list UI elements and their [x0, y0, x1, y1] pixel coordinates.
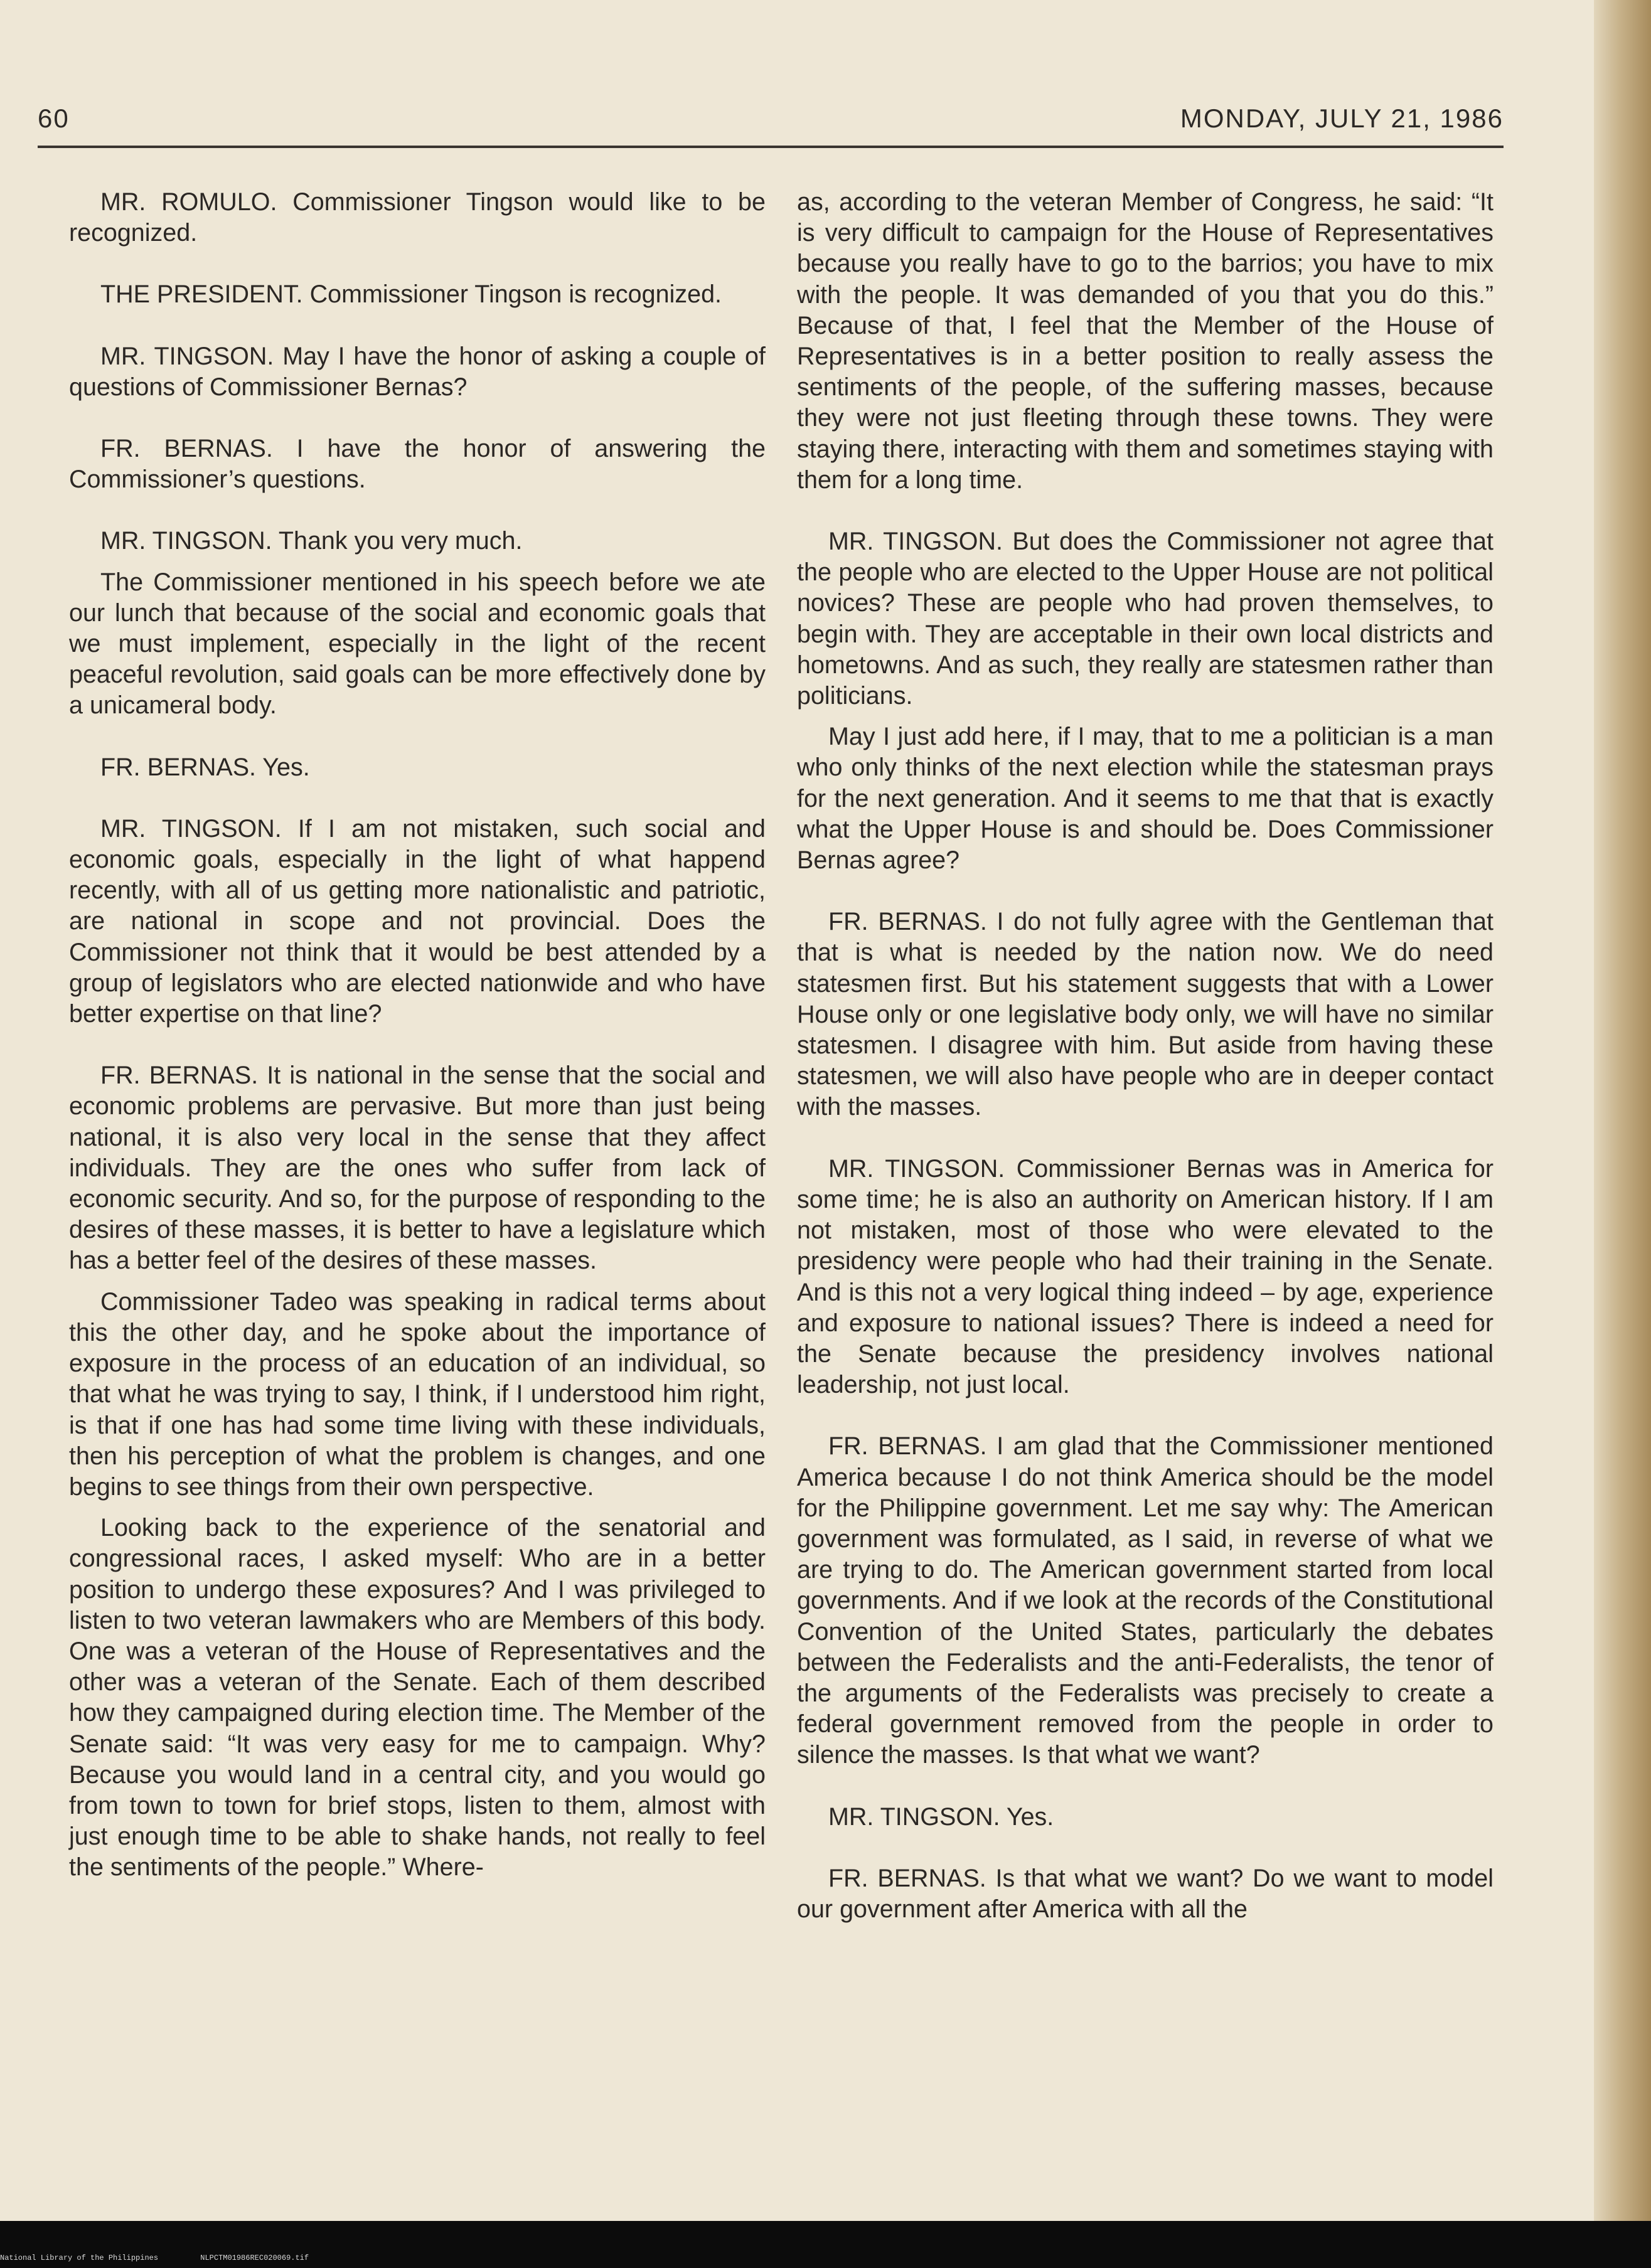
- right-column: [797, 187, 1493, 1925]
- page-edge-shadow: [1594, 0, 1651, 2221]
- header-rule: [38, 146, 1504, 148]
- paragraph: MR. ROMULO. Commissioner Tingson would like to be recognized.: [69, 188, 766, 247]
- paragraph: THE PRESIDENT. Commissioner Tingson is recognized.: [100, 280, 722, 309]
- paragraph: as, according to the veteran Member of Congress, he said: “It is very difficult to campaign for the House of Representatives because you really have to go to the barrios; you have to mix with the people. It was demanded of you that you do this.” Because of that, I feel that the Member of the House of Representatives is in a better position to really assess the sentiments of the people, of the suffering masses, because they were not just fleeting through these towns. They were staying there, interacting with them and sometimes staying with them for a long time.: [797, 188, 1493, 494]
- paragraph: May I just add here, if I may, that to me a politician is a man who only thinks of the next election while the statesman prays for the next generation. And it seems to me that that is exactly what the Upper House is and should be. Does Commissioner Bernas agree?: [797, 723, 1493, 875]
- file-name: NLPCTM01986REC020069.tif: [200, 2254, 309, 2262]
- paragraph: FR. BERNAS. Yes.: [100, 753, 310, 781]
- page-number: 60: [38, 104, 70, 133]
- session-date: MONDAY, JULY 21, 1986: [1180, 104, 1504, 133]
- paragraph: FR. BERNAS. It is national in the sense that the social and economic problems are pervasive. But more than just being national, it is also very local in the sense that they affect individuals. They are the ones who suffer from lack of economic security. And so, for the purpose of responding to the desires of these masses, it is better to have a legislature which has a better feel of the desires of these masses.: [69, 1062, 766, 1275]
- paragraph: MR. TINGSON. But does the Commissioner not agree that the people who are elected to the Upper House are not political novices? These are people who had proven themselves, to begin with. They are acceptable in their own local districts and hometowns. And as such, they really are statesmen rather than politicians.: [797, 528, 1493, 710]
- left-column: [69, 187, 766, 1883]
- paragraph: MR. TINGSON. If I am not mistaken, such social and economic goals, especially in the light of what happend recently, with all of us getting more nationalistic and patriotic, are national in scope and not provincial. Does the Commissioner not think that it would be best attended by a group of legislators who are elected nationwide and who have better expertise on that line?: [69, 814, 766, 1028]
- scan-footer-text: [0, 2254, 346, 2266]
- paragraph: MR. TINGSON. Commissioner Bernas was in America for some time; he is also an authority on American history. If I am not mistaken, most of those who were elevated to the presidency were people who had their training in the Senate. And is this not a very logical thing indeed – by age, experience and exposure to national issues? There is indeed a need for the Senate because the presidency involves national leadership, not just local.: [797, 1154, 1493, 1399]
- paragraph: Looking back to the experience of the senatorial and congressional races, I asked myself: Who are in a better position to undergo these exposures? And I was privileged to listen to two veteran lawmakers who are Members of this body. One was a veteran of the House of Representatives and the other was a veteran of the Senate. Each of them described how they campaigned during election time. The Member of the Senate said: “It was very easy for me to campaign. Why? Because you would land in a central city, and you would go from town to town for brief stops, listen to them, almost with just enough time to be able to shake hands, not really to feel the sentiments of the people.” Where-: [69, 1514, 766, 1882]
- paragraph: FR. BERNAS. Is that what we want? Do we want to model our government after America with all the: [797, 1864, 1493, 1923]
- paragraph: FR. BERNAS. I do not fully agree with the Gentleman that that is what is needed by the nation now. We do need statesmen first. But his statement suggests that with a Lower House only or one legislative body only, we will have no similar statesmen. I disagree with him. But aside from having these statesmen, we will also have people who are in deeper contact with the masses.: [797, 908, 1493, 1121]
- paragraph: FR. BERNAS. I am glad that the Commissioner mentioned America because I do not think America should be the model for the Philippine government. Let me say why: The American government was formulated, as I said, in reverse of what we are trying to do. The American government started from local governments. And if we look at the records of the Constitutional Convention of the United States, particularly the debates between the Federalists and the anti-Federalists, the tenor of the arguments of the Federalists was precisely to create a federal government removed from the people in order to silence the masses. Is that what we want?: [797, 1432, 1493, 1769]
- paragraph: MR. TINGSON. Yes.: [828, 1802, 1054, 1831]
- paragraph: MR. TINGSON. Thank you very much.: [100, 527, 523, 555]
- paragraph: MR. TINGSON. May I have the honor of asking a couple of questions of Commissioner Bernas?: [69, 342, 766, 401]
- library-label: National Library of the Philippines: [0, 2254, 159, 2262]
- paragraph: Commissioner Tadeo was speaking in radical terms about this the other day, and he spoke about the importance of exposure in the process of an education of an individual, so that what he was trying to say, I think, if I understood him right, is that if one has had some time living with these individuals, then his perception of what the problem is changes, and one begins to see things from their own perspective.: [69, 1287, 766, 1501]
- paragraph: The Commissioner mentioned in his speech before we ate our lunch that because of the social and economic goals that we must implement, especially in the light of the recent peaceful revolution, said goals can be more effectively done by a unicameral body.: [69, 568, 766, 720]
- paragraph: FR. BERNAS. I have the honor of answering the Commissioner’s questions.: [69, 435, 766, 494]
